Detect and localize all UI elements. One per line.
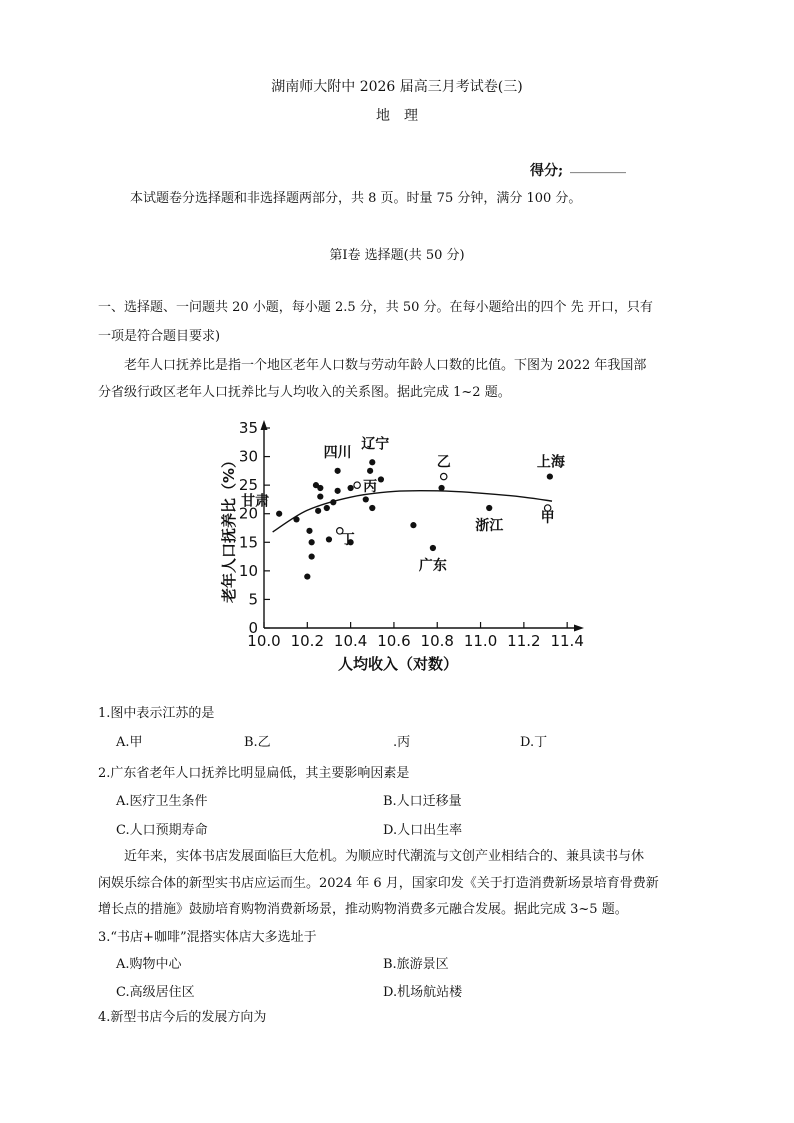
scatter-point: [306, 528, 312, 534]
q3-option-b[interactable]: B.旅游景区: [383, 957, 449, 972]
passage1-line2: 分省级行政区老年人口抚养比与人均收入的关系图。据此完成 1~2 题。: [98, 385, 511, 400]
scatter-point: [369, 459, 375, 465]
dependency-income-scatter-chart: [208, 408, 588, 680]
scatter-point: [486, 505, 492, 511]
point-label: 广东: [418, 558, 447, 574]
passage2-line3: 增长点的措施》鼓励培育购物消费新场景，推动购物消费多元融合发展。据此完成 3~5 题。: [98, 902, 628, 917]
y-tick-label: 10: [238, 561, 258, 580]
q4-stem: 4.新型书店今后的发展方向为: [98, 1010, 267, 1025]
scatter-point: [369, 505, 375, 511]
y-tick-label: 15: [238, 533, 258, 552]
scatter-point: [293, 516, 299, 522]
q1-option-d[interactable]: D.丁: [520, 735, 548, 750]
scatter-point: [317, 485, 323, 491]
scatter-point: [363, 496, 369, 502]
instructions: 本试题卷分选择题和非选择题两部分，共 8 页。时量 75 分钟，满分 100 分。: [130, 191, 582, 206]
point-label: 丁: [340, 531, 355, 548]
subject-title: 地 理: [376, 108, 418, 124]
x-tick-label: 10.4: [333, 632, 368, 650]
scatter-point: [309, 539, 315, 545]
point-label: 辽宁: [361, 436, 390, 453]
point-label: 浙江: [475, 518, 504, 534]
point-label: 上海: [536, 454, 565, 471]
scatter-point: [367, 468, 373, 474]
x-tick-label: 10.8: [420, 632, 454, 650]
point-label: 甲: [540, 510, 555, 526]
scatter-point: [335, 488, 341, 494]
q3-stem: 3.“书店+咖啡”混搭实体店大多选址于: [98, 930, 317, 945]
y-tick-label: 0: [248, 619, 258, 637]
y-tick-label: 25: [238, 476, 258, 495]
q1-option-a[interactable]: A.甲: [116, 735, 143, 750]
x-axis-arrow: [574, 625, 584, 632]
scatter-point: [335, 468, 341, 474]
scatter-point: [304, 573, 310, 579]
y-axis-label: 老年人口抚养比（%）: [220, 452, 238, 604]
scatter-point: [547, 473, 553, 479]
q2-option-c[interactable]: C.人口预期寿命: [116, 823, 208, 838]
q2-option-b[interactable]: B.人口迁移量: [383, 794, 462, 809]
exam-title: 湖南师大附中 2026 届高三月考试卷(三): [271, 79, 523, 95]
scatter-point: [315, 508, 321, 514]
q2-stem: 2.广东省老年人口抚养比明显扁低，其主要影响因素是: [98, 766, 410, 781]
q3-option-a[interactable]: A.购物中心: [116, 957, 182, 972]
x-axis-label: 人均收入（对数）: [337, 655, 459, 673]
q3-option-d[interactable]: D.机场航站楼: [383, 985, 463, 1000]
q2-option-d[interactable]: D.人口出生率: [383, 823, 463, 838]
q2-option-a[interactable]: A.医疗卫生条件: [116, 794, 208, 809]
section-title: 第Ⅰ卷 选择题(共 50 分): [329, 248, 465, 263]
x-tick-label: 11.0: [463, 632, 498, 650]
x-tick-label: 10.6: [377, 632, 411, 650]
scatter-point: [438, 485, 444, 491]
passage2-line1: 近年来，实体书店发展面临巨大危机。为顺应时代潮流与文创产业相结合的、兼具读书与休: [124, 849, 645, 864]
scatter-point: [378, 476, 384, 482]
passage2-line2: 闲娱乐综合体的新型实书店应运而生。2024 年 6 月，国家印发《关于打造消费新场景培育骨费新: [98, 876, 659, 891]
scatter-point: [309, 553, 315, 559]
point-label: 丙: [363, 479, 378, 496]
x-tick-label: 11.4: [550, 632, 584, 650]
scatter-point: [330, 499, 336, 505]
q1-option-c[interactable]: .丙: [393, 735, 411, 750]
y-tick-label: 20: [238, 504, 258, 523]
scatter-point-hollow: [441, 473, 447, 479]
scatter-point: [410, 522, 416, 528]
scatter-point: [317, 493, 323, 499]
x-tick-label: 10.2: [290, 632, 325, 650]
score-label: 得分;: [530, 163, 564, 179]
scatter-point: [326, 536, 332, 542]
scatter-point: [324, 505, 330, 511]
x-tick-label: 10.0: [247, 632, 281, 650]
q1-option-b[interactable]: B.乙: [244, 735, 271, 750]
point-label: 甘肃: [241, 493, 270, 510]
x-tick-label: 11.2: [507, 632, 541, 650]
q1-stem: 1.图中表示江苏的是: [98, 706, 215, 721]
passage1-line1: 老年人口抚养比是指一个地区老年人口数与劳动年龄人口数的比值。下图为 2022 年我国部: [124, 358, 647, 373]
scatter-point: [276, 511, 282, 517]
point-label: 乙: [436, 454, 451, 471]
q3-option-c[interactable]: C.高级居住区: [116, 985, 195, 1000]
scatter-point: [430, 545, 436, 551]
scatter-point: [348, 485, 354, 491]
section-intro-line1: 一、选择题、一问题共 20 小题，每小题 2.5 分，共 50 分。在每小题给出的四个 先 开口，只有: [98, 300, 653, 315]
scatter-point-hollow: [354, 482, 360, 488]
score-blank[interactable]: ________: [570, 158, 626, 174]
y-tick-label: 5: [248, 590, 258, 609]
y-tick-label: 35: [238, 419, 258, 437]
point-label: 四川: [323, 444, 352, 461]
y-tick-label: 30: [238, 447, 258, 466]
section-intro-line2: 一项是符合题目要求): [98, 329, 221, 344]
